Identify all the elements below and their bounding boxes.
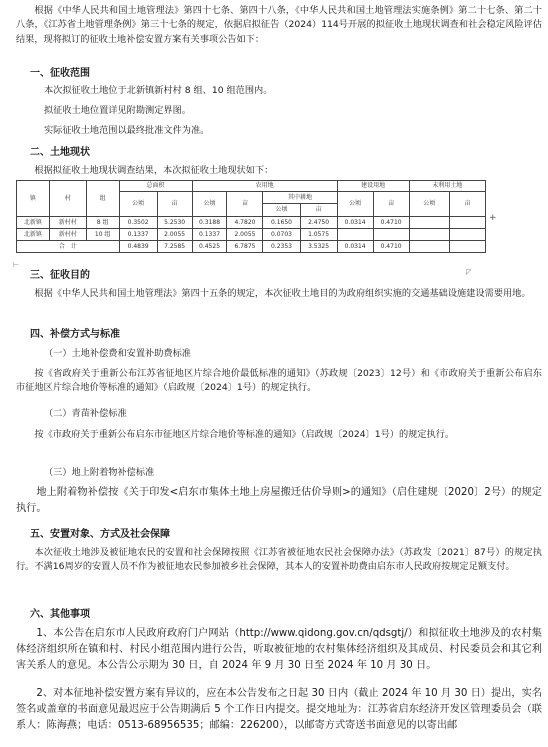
cell-total: 7.2585 [157, 241, 192, 253]
section-3-paragraph-1: 根据《中华人民共和国土地管理法》第四十五条的规定，本次征收土地目的为政府组织实施的交通基础设施建设需要用地。 [34, 288, 531, 299]
cell-empty [409, 229, 449, 241]
header-town: 镇 [17, 181, 50, 217]
cell-total: 0.4839 [119, 241, 157, 253]
cell-empty [409, 241, 449, 253]
header-unused-land: 未利用土地 [409, 181, 485, 192]
section-1-paragraph-3: 实际征收土地范围以最终批准文件为准。 [44, 125, 210, 136]
section-1-paragraph-2: 拟征收土地位置详见附勘测定界图。 [44, 105, 191, 116]
table-resize-corner-icon[interactable]: ◸ [466, 268, 472, 276]
unit-hectare: 公顷 [337, 192, 373, 217]
cell-total: 0.4525 [192, 241, 227, 253]
section-4-heading: 四、补偿方式与标准 [30, 329, 120, 340]
land-status-table [16, 180, 486, 253]
section-5-heading: 五、安置对象、方式及社会保障 [30, 529, 170, 540]
cell-total: 0.0314 [337, 241, 373, 253]
section-4-paragraph-3: 地上附着物补偿按《关于印发<启东市集体土地上房屋搬迁估价导则>的通知》（启住建规〔2020〕2号）的规定执行。 [16, 487, 542, 514]
header-total-area: 总面积 [119, 181, 192, 192]
table-row [17, 217, 486, 229]
cell-value: 0.4710 [373, 217, 409, 229]
unit-hectare: 公顷 [192, 192, 227, 217]
cell-value: 0.1337 [192, 229, 227, 241]
cell-empty [449, 217, 485, 229]
cell-total: 0.4710 [373, 241, 409, 253]
cell-value: 0.1337 [119, 229, 157, 241]
section-4-paragraph-2: 按《市政府关于重新公布启东市征地区片综合地价等标准的通知》（启政规〔2024〕1号）的规定执行。 [34, 429, 455, 440]
table-row [17, 229, 486, 241]
section-4-subheading-3: （三）地上附着物补偿标准 [44, 467, 155, 478]
cell-total: 0.2353 [263, 241, 300, 253]
cell-value: 4.7820 [227, 217, 263, 229]
cell-empty [337, 229, 373, 241]
section-2-paragraph-1: 根据拟征收土地现状调查结果，本次拟征收土地现状如下： [34, 165, 274, 176]
cell-value: 2.4750 [300, 217, 337, 229]
section-4-paragraph-1: 按《省政府关于重新公布江苏省征地区片综合地价最低标准的通知》（苏政规〔2023〕12号）和《市政府关于重新公布启东市征地区片综合地价等标准的通知》（启政规〔2024〕1号）的规定执行。 [16, 368, 542, 394]
cell-value: 0.1650 [263, 217, 300, 229]
section-1-paragraph-1: 本次拟征收土地位于北新镇新村村 8 组、10 组范围内。 [44, 85, 273, 96]
cell-town: 北新镇 [17, 229, 50, 241]
unit-mu: 亩 [157, 192, 192, 217]
unit-mu: 亩 [227, 192, 263, 217]
section-4-subheading-2: （二）青苗补偿标准 [44, 408, 127, 419]
unit-mu: 亩 [373, 192, 409, 217]
cell-total: 6.7875 [227, 241, 263, 253]
cell-value: 2.0055 [157, 229, 192, 241]
cell-value: 5.2530 [157, 217, 192, 229]
table-resize-handle-icon[interactable]: ⊢ [13, 261, 20, 269]
section-1-heading: 一、征收范围 [30, 68, 90, 79]
cell-group: 8 组 [86, 217, 119, 229]
unit-hectare: 公顷 [409, 192, 449, 217]
cell-empty [409, 217, 449, 229]
header-arable-subset: 其中耕地 [263, 192, 337, 204]
intro-paragraph: 根据《中华人民共和国土地管理法》第四十七条、第四十八条，《中华人民共和国土地管理法实施条例》第二十七条、第二十八条，《江苏省土地管理条例》第三十七条的规定，依据启拟征告（2024）114号开展的拟征收土地现状调查和社会稳定风险评估结果，现将拟订的征收土地补偿安置方案有关事项公告如下： [16, 5, 542, 45]
unit-hectare: 公顷 [119, 192, 157, 217]
cell-value: 0.0703 [263, 229, 300, 241]
cell-village: 新村村 [49, 229, 86, 241]
cell-value: 2.0055 [227, 229, 263, 241]
section-2-heading: 二、土地现状 [30, 147, 90, 158]
section-5-paragraph-1: 本次征收土地涉及被征地农民的安置和社会保障按照《江苏省被征地农民社会保障办法》（苏政发〔2021〕87号）的规定执行。不满16周岁的安置人员不作为被征地农民参加被乡社会保障，其本人的安置补助费由启东市人民政府按规定足额支付。 [16, 547, 542, 573]
cell-group: 10 组 [86, 229, 119, 241]
cell-empty [449, 229, 485, 241]
cell-empty [373, 229, 409, 241]
section-6-paragraph-2: 2、对本征地补偿安置方案有异议的，应在本公告发布之日起 30 日内（截止 2024 年 10 月 30 日）提出，实名签名或盖章的书面意见最迟应于公告期满后 5 个工作日内提交。提交地址为：江苏省启东经济开发区管理委员会（联系人：陈海燕；电话：0513-68956535；邮编：226200），以邮寄方式寄送书面意见的以寄出邮 [16, 688, 542, 731]
table-total-row [17, 241, 486, 253]
section-6-paragraph-1: 1、本公告在启东市人民政府政府门户网站（http://www.qidong.gov.cn/qdsgtj/）和拟征收土地涉及的农村集体经济组织所在镇和村、村民小组范围内进行公告，听取被征地的农村集体经济组织及其成员、村民委员会和其它利害关系人的意见。本公告公示期为 30 日，自 2024 年 9 月 30 日至 2024 年 10 月 30 日。 [16, 628, 542, 671]
cell-total: 3.5325 [300, 241, 337, 253]
cell-village: 新村村 [49, 217, 86, 229]
unit-mu: 亩 [300, 204, 337, 217]
header-construction-land: 建设用地 [337, 181, 409, 192]
cell-empty [449, 241, 485, 253]
cell-town: 北新镇 [17, 217, 50, 229]
table-header-row-1 [17, 181, 486, 192]
header-agricultural-land: 农用地 [192, 181, 337, 192]
cell-value: 0.3188 [192, 217, 227, 229]
section-3-heading: 三、征收目的 [30, 270, 90, 281]
section-4-subheading-1: （一）土地补偿费和安置补助费标准 [44, 348, 191, 359]
add-column-icon[interactable]: + [489, 213, 497, 223]
cell-total-label: 合 计 [17, 241, 120, 253]
cell-value: 1.0575 [300, 229, 337, 241]
unit-mu: 亩 [449, 192, 485, 217]
header-group: 组 [86, 181, 119, 217]
cell-value: 0.0314 [337, 217, 373, 229]
unit-hectare: 公顷 [263, 204, 300, 217]
section-6-heading: 六、其他事项 [30, 609, 90, 620]
cell-value: 0.3502 [119, 217, 157, 229]
header-village: 村 [49, 181, 86, 217]
